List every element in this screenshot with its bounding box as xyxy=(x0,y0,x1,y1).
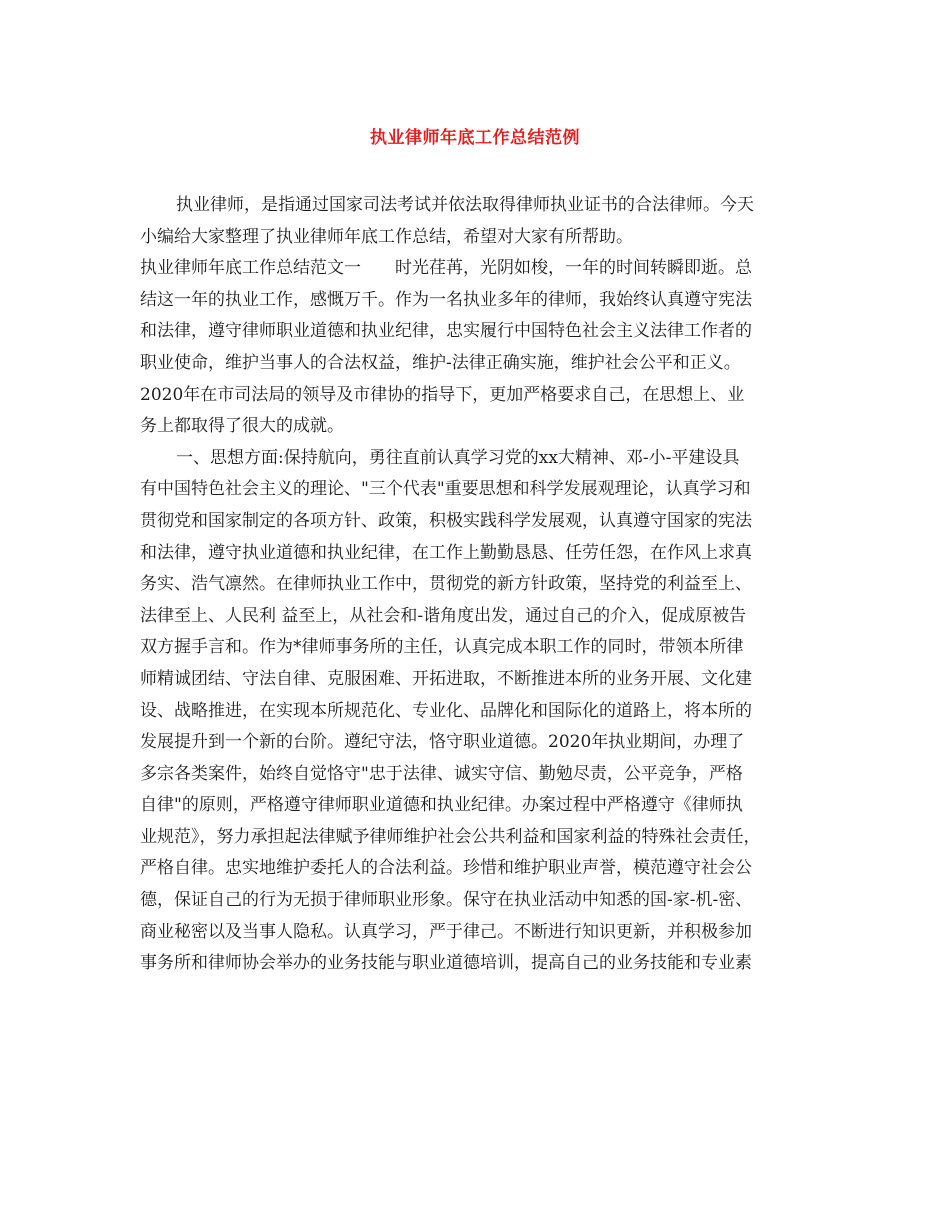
body-line: 商业秘密以及当事人隐私。认真学习，严于律己。不断进行知识更新，并积极参加 xyxy=(140,921,752,942)
body-line: 结这一年的执业工作，感慨万千。作为一名执业多年的律师，我始终认真遵守宪法 xyxy=(140,289,752,310)
body-line: 和法律，遵守执业道德和执业纪律，在工作上勤勤恳恳、任劳任怨，在作风上求真 xyxy=(140,542,752,563)
body-line: 小编给大家整理了执业律师年底工作总结，希望对大家有所帮助。 xyxy=(140,226,633,247)
body-line: 师精诚团结、守法自律、克服困难、开拓进取，不断推进本所的业务开展、文化建 xyxy=(140,668,752,689)
document-title: 执业律师年底工作总结范例 xyxy=(370,128,580,148)
body-line: 设、战略推进，在实现本所规范化、专业化、品牌化和国际化的道路上，将本所的 xyxy=(140,700,752,721)
body-line: 务上都取得了很大的成就。 xyxy=(140,416,344,437)
body-line: 务实、浩气凛然。在律师执业工作中，贯彻党的新方针政策，坚持党的利益至上、 xyxy=(140,574,752,595)
body-line: 德，保证自己的行为无损于律师职业形象。保守在执业活动中知悉的国-家-机-密、 xyxy=(140,890,753,911)
body-line: 一、思想方面:保持航向，勇往直前认真学习党的xx大精神、邓-小-平建设具 xyxy=(176,447,740,468)
body-line: 多宗各类案件，始终自觉恪守"忠于法律、诚实守信、勤勉尽责，公平竞争，严格 xyxy=(140,763,743,784)
body-line: 严格自律。忠实地维护委托人的合法利益。珍惜和维护职业声誉，模范遵守社会公 xyxy=(140,858,752,879)
body-line: 法律至上、人民利 益至上，从社会和-谐角度出发，通过自己的介入，促成原被告 xyxy=(140,605,747,626)
body-line: 执业律师年底工作总结范文一 时光荏苒，光阴如梭，一年的时间转瞬即逝。总 xyxy=(140,258,752,279)
document-body xyxy=(140,190,830,980)
body-line: 有中国特色社会主义的理论、"三个代表"重要思想和科学发展观理论，认真学习和 xyxy=(140,479,751,500)
body-line: 职业使命，维护当事人的合法权益，维护-法律正确实施，维护社会公平和正义。 xyxy=(140,352,741,373)
body-line: 自律"的原则，严格遵守律师职业道德和执业纪律。办案过程中严格遵守《律师执 xyxy=(140,795,743,816)
body-line: 双方握手言和。作为*律师事务所的主任，认真完成本职工作的同时，带领本所律 xyxy=(140,637,744,658)
body-line: 贯彻党和国家制定的各项方针、政策，积极实践科学发展观，认真遵守国家的宪法 xyxy=(140,510,752,531)
body-line: 和法律，遵守律师职业道德和执业纪律，忠实履行中国特色社会主义法律工作者的 xyxy=(140,321,752,342)
body-line: 执业律师，是指通过国家司法考试并依法取得律师执业证书的合法律师。今天 xyxy=(176,195,754,215)
body-line: 2020年在市司法局的领导及市律协的指导下，更加严格要求自己，在思想上、业 xyxy=(140,384,745,405)
body-line: 事务所和律师协会举办的业务技能与职业道德培训，提高自己的业务技能和专业素 xyxy=(140,953,752,974)
body-line: 发展提升到一个新的台阶。遵纪守法，恪守职业道德。2020年执业期间，办理了 xyxy=(140,732,745,753)
body-line: 业规范》，努力承担起法律赋予律师维护社会公共利益和国家利益的特殊社会责任， xyxy=(140,826,761,847)
